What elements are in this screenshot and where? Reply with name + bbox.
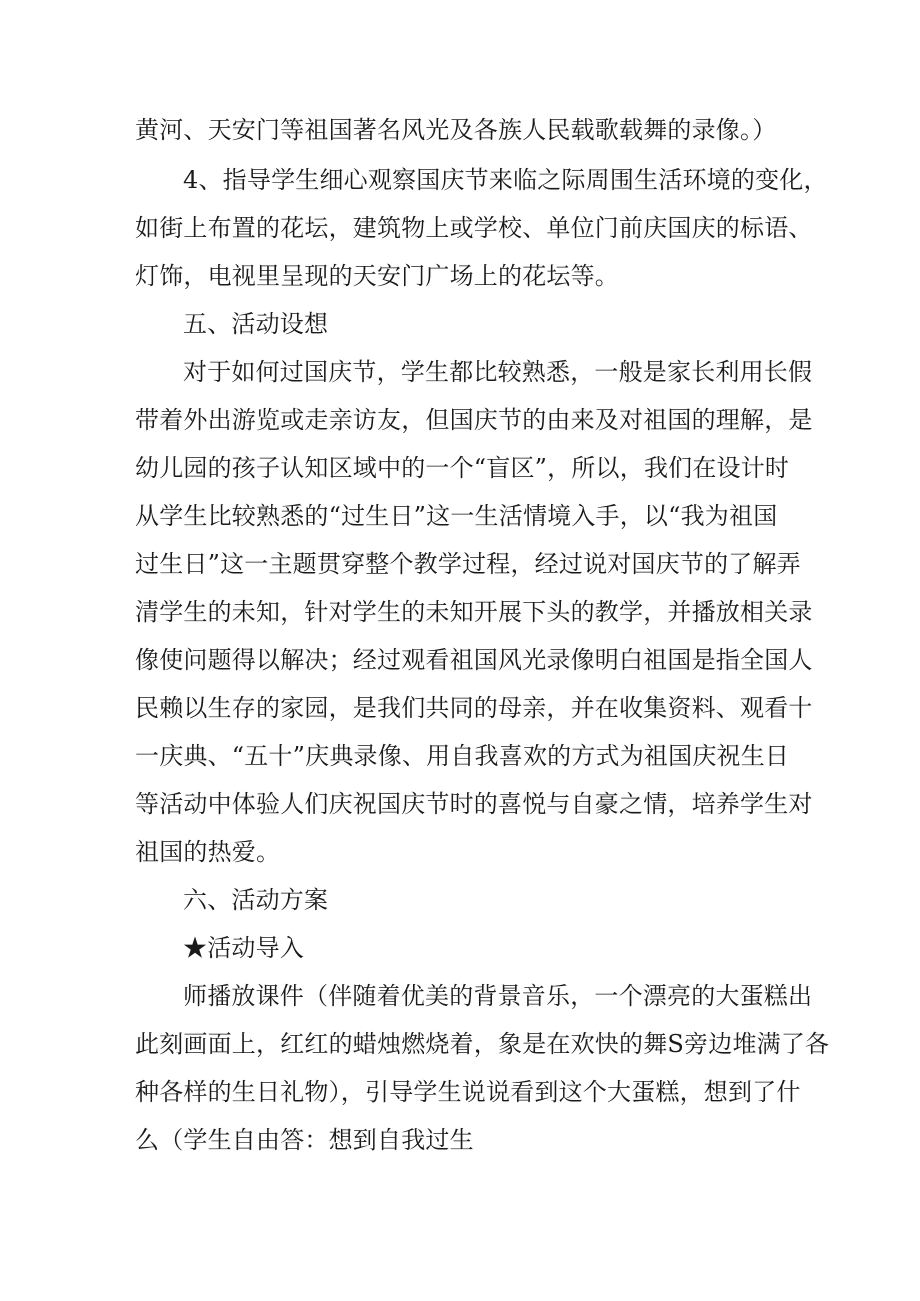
paragraph-line: 民赖以生存的家园，是我们共同的母亲，并在收集资料、观看十 bbox=[135, 694, 813, 722]
paragraph-line: 清学生的未知，针对学生的未知开展下头的教学，并播放相关录 bbox=[135, 598, 813, 626]
paragraph-line: 么（学生自由答：想到自我过生 bbox=[135, 1126, 474, 1154]
paragraph-line: 过生日”这一主题贯穿整个教学过程，经过说对国庆节的了解弄 bbox=[135, 550, 801, 578]
text-line: 灯饰，电视里呈现的天安门广场上的花坛等。 bbox=[135, 262, 619, 290]
text-line: 黄河、天安门等祖国著名风光及各族人民载歌载舞的录像。） bbox=[135, 116, 777, 144]
section-heading-5: 五、活动设想 bbox=[183, 310, 329, 338]
paragraph-line: 祖国的热爱。 bbox=[135, 838, 281, 866]
paragraph-line: 种各样的生日礼物），引导学生说说看到这个大蛋糕，想到了什 bbox=[135, 1078, 801, 1106]
paragraph-line: 等活动中体验人们庆祝国庆节时的喜悦与自豪之情，培养学生对 bbox=[135, 790, 813, 818]
text-line: 如街上布置的花坛，建筑物上或学校、单位门前庆国庆的标语、 bbox=[135, 214, 813, 242]
paragraph-line: 像使问题得以解决；经过观看祖国风光录像明白祖国是指全国人 bbox=[135, 646, 813, 674]
subheading-activity-intro: ★活动导入 bbox=[183, 934, 304, 962]
list-item-4: 4、指导学生细心观察国庆节来临之际周围生活环境的变化， bbox=[183, 166, 828, 194]
paragraph-line: 带着外出游览或走亲访友，但国庆节的由来及对祖国的理解，是 bbox=[135, 406, 813, 434]
paragraph-line: 对于如何过国庆节，学生都比较熟悉，一般是家长利用长假 bbox=[183, 358, 813, 386]
section-heading-6: 六、活动方案 bbox=[183, 886, 329, 914]
paragraph-line: 幼儿园的孩子认知区域中的一个“盲区”，所以，我们在设计时 bbox=[135, 454, 790, 482]
paragraph-line: 此刻画面上，红红的蜡烛燃烧着，象是在欢快的舞S旁边堆满了各 bbox=[135, 1030, 830, 1058]
paragraph-line: 从学生比较熟悉的“过生日”这一生活情境入手，以“我为祖国 bbox=[135, 502, 778, 530]
paragraph-line: 师播放课件（伴随着优美的背景音乐，一个漂亮的大蛋糕出 bbox=[183, 982, 813, 1010]
paragraph-line: 一庆典、“五十”庆典录像、用自我喜欢的方式为祖国庆祝生日 bbox=[135, 742, 790, 770]
